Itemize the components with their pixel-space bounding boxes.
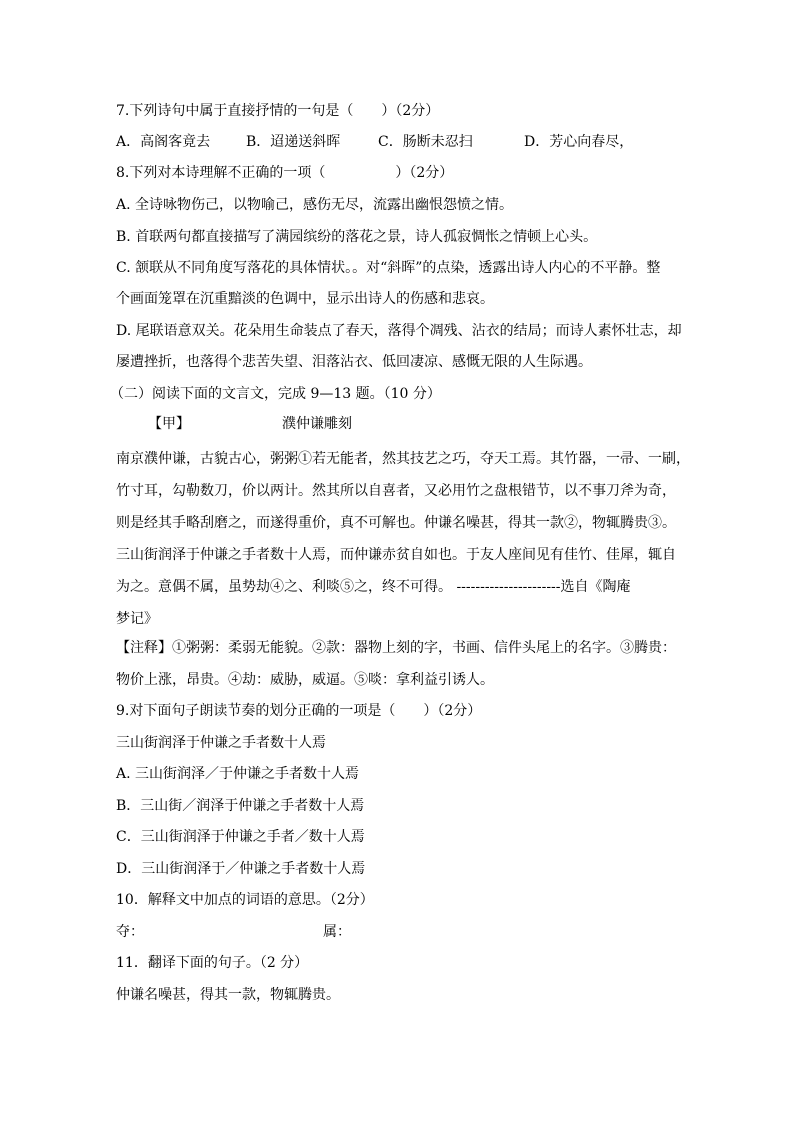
- q8-option-d-line1: D. 尾联语意双关。花朵用生命装点了春天，落得个凋残、沾衣的结局；而诗人素怀壮志，却: [116, 323, 682, 339]
- q9-sentence: 三山街润泽于仲谦之手者数十人焉: [116, 735, 326, 751]
- q10-blank-shu: 属：: [323, 924, 351, 940]
- q10-stem: 10．解释文中加点的词语的意思。（2分）: [116, 892, 374, 908]
- passage-line-6: 梦记》: [116, 611, 158, 627]
- q7-option-a: A．高阁客竟去: [116, 134, 211, 150]
- q11-stem: 11．翻译下面的句子。（2 分）: [116, 955, 309, 971]
- q7-options: [116, 132, 676, 152]
- passage-line-1: 南京濮仲谦，古貌古心，粥粥①若无能者，然其技艺之巧，夺天工焉。其竹器，一帚、一刷，: [116, 451, 690, 467]
- passage-line-5: 为之。意偶不属，虽势劫④之、利啖⑤之，终不可得。 ----------------------选自《陶庵: [116, 579, 631, 595]
- notes-text-1: ①粥粥：柔弱无能貌。②款：器物上刻的字，书画、信件头尾上的名字。③腾贵：: [172, 640, 676, 656]
- q8-option-b: B. 首联两句都直接描写了满园缤纷的落花之景，诗人孤寂惆怅之情顿上心头。: [116, 229, 598, 245]
- notes-line-1: [116, 638, 676, 658]
- q7-option-c: C．肠断未忍扫: [378, 134, 473, 150]
- passage-line-3: 则是经其手略刮磨之，而遂得重价，真不可解也。仲谦名噪甚，得其一款②，物辄腾贵③。: [116, 515, 676, 531]
- q9-stem: 9.对下面句子朗读节奏的划分正确的一项是（ ）（2分）: [116, 703, 482, 719]
- q9-option-d: D．三山街润泽于／仲谦之手者数十人焉: [116, 861, 366, 877]
- q8-option-c-line2: 个画面笼罩在沉重黯淡的色调中，显示出诗人的伤感和悲哀。: [116, 291, 494, 307]
- q8-stem: 8.下列对本诗理解不正确的一项（ ）（2分）: [116, 165, 454, 181]
- section2-intro: （二）阅读下面的文言文，完成 9—13 题。（10 分）: [110, 386, 441, 402]
- q8-option-d-line2: 屡遭挫折，也落得个悲苦失望、泪落沾衣、低回凄凉、感慨无限的人生际遇。: [116, 354, 592, 370]
- notes-label: 【注释】: [116, 640, 172, 656]
- notes-line-2: 物价上涨，昂贵。④劫：威胁，威逼。⑤啖：拿利益引诱人。: [116, 672, 494, 688]
- passage-line-4: 三山街润泽于仲谦之手者数十人焉，而仲谦赤贫自如也。于友人座间见有佳竹、佳犀，辄自: [116, 547, 676, 563]
- q8-option-c-line1: C. 颔联从不同角度写落花的具体情状。。对“斜晖”的点染，透露出诗人内心的不平静。整: [116, 260, 661, 276]
- q9-option-a: A. 三山街润泽／于仲谦之手者数十人焉: [116, 766, 360, 782]
- q11-sentence: 仲谦名噪甚，得其一款，物辄腾贵。: [116, 987, 340, 1003]
- passage-line-2: 竹寸耳，勾勒数刀，价以两计。然其所以自喜者，又必用竹之盘根错节，以不事刀斧为奇，: [116, 483, 676, 499]
- q9-option-b: B．三山街／润泽于仲谦之手者数十人焉: [116, 798, 365, 814]
- q10-blank-duo: 夺：: [116, 924, 144, 940]
- passage-tag: 【甲】: [148, 416, 190, 432]
- q7-option-b: B．迢递送斜晖: [246, 134, 341, 150]
- q9-option-c: C．三山街润泽于仲谦之手者／数十人焉: [116, 829, 365, 845]
- passage-title: 濮仲谦雕刻: [282, 416, 352, 432]
- q7-option-d: D．芳心向春尽，: [524, 134, 634, 150]
- q7-stem: 7.下列诗句中属于直接抒情的一句是（ ）（2分）: [116, 103, 440, 119]
- q8-option-a: A. 全诗咏物伤己，以物喻己，感伤无尽，流露出幽恨怨愤之情。: [116, 197, 514, 213]
